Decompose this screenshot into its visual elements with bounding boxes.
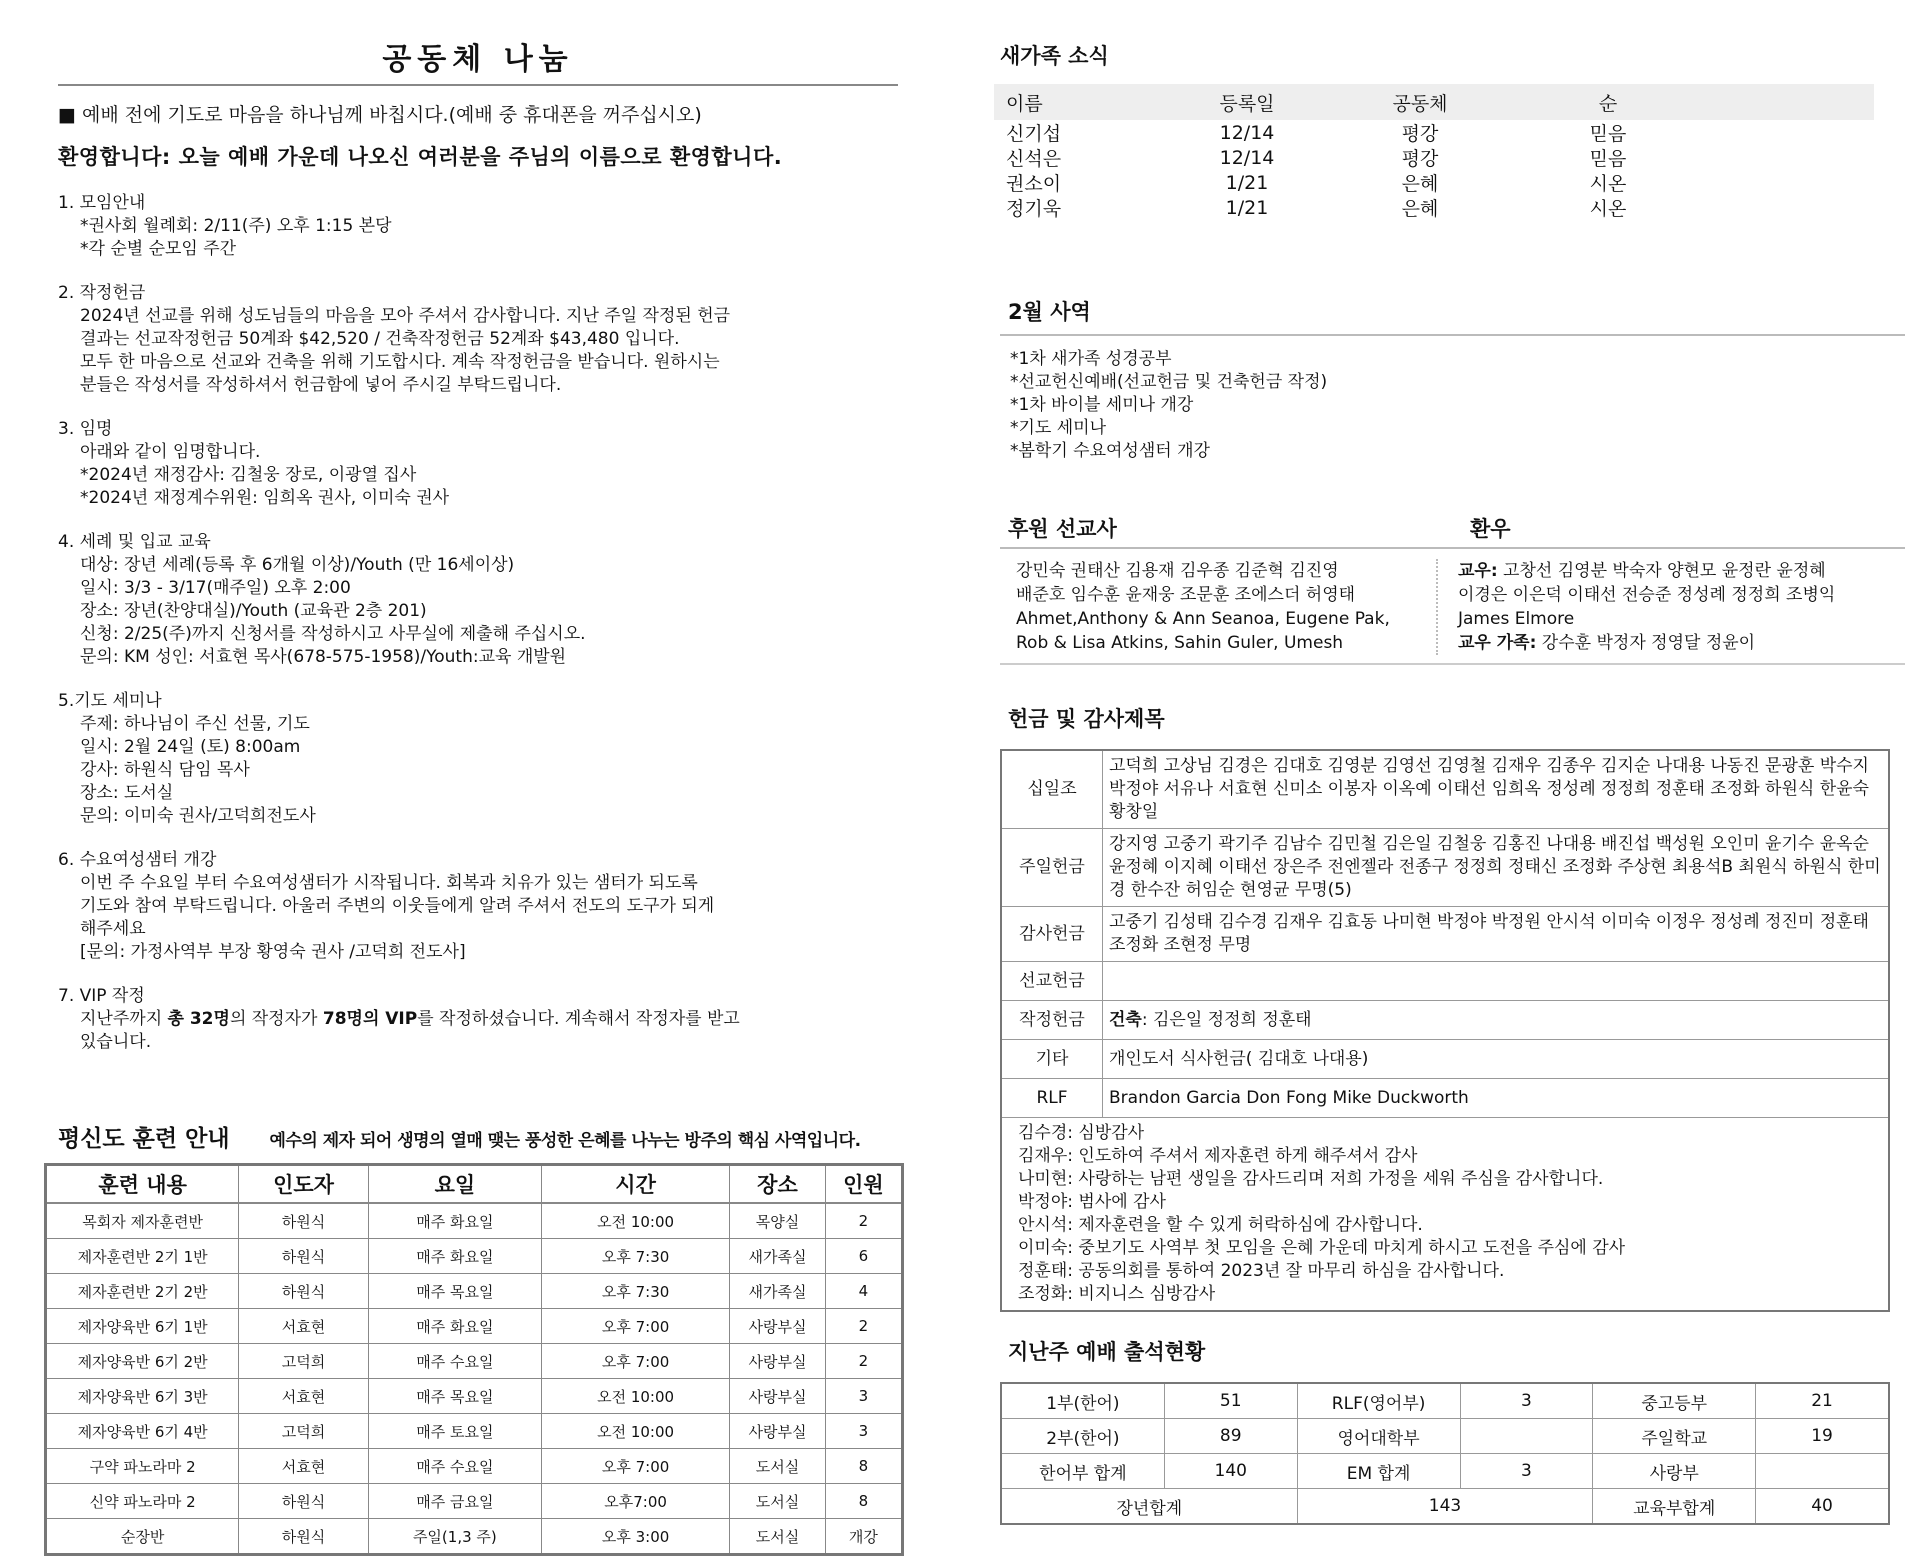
table-cell: 서효현 — [239, 1449, 368, 1484]
offering-names — [1103, 750, 1890, 829]
offering-label: 작정헌금 — [1001, 1001, 1103, 1040]
announcement-title: 3. 임명 — [58, 419, 113, 439]
table-cell: 매주 목요일 — [368, 1274, 541, 1309]
training-desc: 예수의 제자 되어 생명의 열매 맺는 풍성한 은혜를 나누는 방주의 핵심 사역입니다. — [269, 1131, 861, 1151]
table-cell: 매주 화요일 — [368, 1239, 541, 1274]
table-cell: 제자양육반 6기 2반 — [46, 1344, 239, 1379]
table-cell: 하원식 — [239, 1274, 368, 1309]
table-cell: 오전 10:00 — [541, 1414, 729, 1449]
table-cell: 믿음 — [1589, 123, 1627, 145]
list-item: *봄학기 수요여성샘터 개강 — [1010, 441, 1210, 461]
table-cell: 도서실 — [730, 1484, 826, 1519]
table-cell: 시온 — [1589, 198, 1627, 220]
feb-list — [1000, 348, 1905, 463]
table-cell: 고덕희 — [239, 1414, 368, 1449]
announcement-line: 모두 한 마음으로 선교와 건축을 위해 기도합시다. 계속 작정헌금을 받습니다. 원하시는 — [80, 352, 720, 372]
table-cell: 교육부합계 — [1593, 1489, 1756, 1525]
table-row — [46, 1309, 903, 1344]
thanks-item: 조정화: 비지니스 심방감사 — [1018, 1284, 1216, 1304]
table-cell: 매주 수요일 — [368, 1344, 541, 1379]
list-item: Ahmet,Anthony & Ann Seanoa, Eugene Pak, — [1016, 609, 1390, 629]
thanks-item: 정훈태: 공동의회를 통하여 2023년 잘 마무리 하심을 감사합니다. — [1018, 1261, 1505, 1281]
table-cell: 은혜 — [1401, 198, 1439, 220]
offering-names — [1103, 962, 1890, 1001]
table-row — [994, 120, 1874, 145]
sick-line: 교우 가족: 강수훈 박정자 정영달 정윤이 — [1458, 633, 1756, 653]
attendance-table — [1000, 1382, 1890, 1525]
table-cell: 하원식 — [239, 1484, 368, 1519]
list-item: *1차 바이블 세미나 개강 — [1010, 395, 1194, 415]
table-cell: 권소이 — [1006, 173, 1062, 195]
table-cell: 시온 — [1589, 173, 1627, 195]
table-cell: 51 — [1164, 1383, 1297, 1419]
table-cell: 143 — [1297, 1489, 1593, 1525]
table-cell: 매주 화요일 — [368, 1309, 541, 1344]
table-cell: 목회자 제자훈련반 — [46, 1203, 239, 1239]
table-row — [46, 1274, 903, 1309]
table-cell: 사랑부실 — [730, 1379, 826, 1414]
table-cell: 오후 7:00 — [541, 1344, 729, 1379]
announcement-line: 장소: 장년(찬양대실)/Youth (교육관 2층 201) — [80, 601, 427, 621]
table-cell: 도서실 — [730, 1519, 826, 1555]
table-cell: 하원식 — [239, 1519, 368, 1555]
offering-category: 건축 — [1109, 1009, 1142, 1030]
announcement-line: 해주세요 — [80, 919, 146, 939]
page-title: 공동체 나눔 — [58, 34, 898, 86]
training-title: 평신도 훈련 안내 — [58, 1126, 230, 1152]
announcement-line: 분들은 작성서를 작성하셔서 헌금함에 넣어 주시길 부탁드립니다. — [80, 375, 562, 395]
table-cell: 2 — [825, 1203, 902, 1239]
table-cell: 신석은 — [1006, 148, 1062, 170]
announcement-item — [58, 531, 898, 669]
table-cell: 영어대학부 — [1297, 1419, 1460, 1454]
offering-label: 기타 — [1001, 1040, 1103, 1079]
table-cell: 서효현 — [239, 1379, 368, 1414]
announcement-item — [58, 849, 898, 964]
table-row — [994, 195, 1874, 220]
table-cell: 정기욱 — [1006, 198, 1062, 220]
table-cell: 구약 파노라마 2 — [46, 1449, 239, 1484]
column-header: 공동체 — [1392, 92, 1448, 115]
sick-line: James Elmore — [1458, 609, 1575, 629]
table-cell: 2 — [825, 1309, 902, 1344]
table-cell: 오후 7:30 — [541, 1274, 729, 1309]
table-row — [46, 1519, 903, 1555]
table-cell: 매주 목요일 — [368, 1379, 541, 1414]
announcement-vip — [58, 985, 898, 1054]
offering-value: 개인도서 식사헌금( 김대호 나대용) — [1109, 1048, 1369, 1069]
table-row — [46, 1414, 903, 1449]
announcement-line: 주제: 하나님이 주신 선물, 기도 — [80, 714, 310, 734]
table-cell: 사랑부실 — [730, 1309, 826, 1344]
table-cell: 12/14 — [1219, 121, 1275, 144]
table-cell: 제자훈련반 2기 1반 — [46, 1239, 239, 1274]
table-cell: 주일(1,3 주) — [368, 1519, 541, 1555]
table-cell: 매주 수요일 — [368, 1449, 541, 1484]
table-cell: 하원식 — [239, 1239, 368, 1274]
announcement-line: *2024년 재정감사: 김철웅 장로, 이광열 집사 — [80, 465, 417, 485]
announcement-item — [58, 282, 898, 397]
thanks-item: 이미숙: 중보기도 사역부 첫 모임을 은혜 가운데 마치게 하시고 도전을 주심에 감사 — [1018, 1238, 1626, 1258]
table-cell: 3 — [1460, 1454, 1593, 1489]
table-cell: 도서실 — [730, 1449, 826, 1484]
table-row — [46, 1203, 903, 1239]
table-cell: 오전 10:00 — [541, 1203, 729, 1239]
table-cell: 1/21 — [1225, 196, 1269, 219]
table-cell: 2 — [825, 1344, 902, 1379]
announcement-line: 장소: 도서실 — [80, 783, 174, 803]
announcement-item — [58, 690, 898, 828]
offering-names — [1103, 1079, 1890, 1118]
table-row — [1001, 1001, 1889, 1040]
worship-notice: ■ 예배 전에 기도로 마음을 하나님께 바칩시다.(예배 중 휴대폰을 꺼주십시오) — [58, 104, 702, 126]
table-row — [1001, 829, 1889, 907]
thanks-item: 김재우: 인도하여 주셔서 제자훈련 하게 해주셔서 감사 — [1018, 1146, 1418, 1166]
right-column — [1000, 0, 1905, 1525]
table-row — [994, 170, 1874, 195]
announcement-line: 이번 주 수요일 부터 수요여성샘터가 시작됩니다. 회복과 치유가 있는 샘터가 되도록 — [80, 873, 698, 893]
announcement-line: [문의: 가정사역부 부장 황영숙 권사 /고덕희 전도사] — [80, 942, 466, 962]
column-header: 순 — [1598, 92, 1618, 115]
thanks-item: 나미현: 사랑하는 남편 생일을 감사드리며 저희 가정을 세워 주심을 감사합니다. — [1018, 1169, 1604, 1189]
table-cell: 제자양육반 6기 4반 — [46, 1414, 239, 1449]
offering-names — [1103, 907, 1890, 962]
new-family-header — [994, 84, 1874, 120]
announcement-line: 문의: KM 성인: 서효현 목사(678-575-1958)/Youth:교육 개발원 — [80, 647, 567, 667]
new-family-table — [994, 84, 1874, 220]
table-row — [1001, 962, 1889, 1001]
offering-names — [1103, 1040, 1890, 1079]
divider — [1000, 547, 1905, 549]
column-header: 이름 — [1006, 92, 1043, 115]
announcement-line: 대상: 장년 세례(등록 후 6개월 이상)/Youth (만 16세이상) — [80, 555, 515, 575]
table-cell: 19 — [1756, 1419, 1889, 1454]
announcement-line: 강사: 하원식 담임 목사 — [80, 760, 250, 780]
table-cell: 8 — [825, 1484, 902, 1519]
announcement-line: 일시: 3/3 - 3/17(매주일) 오후 2:00 — [80, 578, 351, 598]
sick-list — [1438, 559, 1905, 655]
offering-label: 주일헌금 — [1001, 829, 1103, 907]
table-cell: 40 — [1756, 1489, 1889, 1525]
list-item: Rob & Lisa Atkins, Sahin Guler, Umesh — [1016, 633, 1344, 653]
table-cell: 매주 화요일 — [368, 1203, 541, 1239]
offering-label: RLF — [1001, 1079, 1103, 1118]
sick-title: 환우 — [1470, 517, 1511, 541]
announcement-line: 아래와 같이 임명합니다. — [80, 442, 261, 462]
list-item: 강민숙 권태산 김용재 김우종 김준혁 김진영 — [1016, 561, 1339, 581]
table-cell: 12/14 — [1219, 146, 1275, 169]
list-item: *1차 새가족 성경공부 — [1010, 349, 1172, 369]
table-cell: 순장반 — [46, 1519, 239, 1555]
table-cell: 사랑부 — [1593, 1454, 1756, 1489]
thanks-item: 안시석: 제자훈련을 할 수 있게 허락하심에 감사합니다. — [1018, 1215, 1423, 1235]
table-cell: 신약 파노라마 2 — [46, 1484, 239, 1519]
announcement-line: 기도와 참여 부탁드립니다. 아울러 주변의 이웃들에게 알려 주셔서 전도의 도구가 되게 — [80, 896, 715, 916]
announcement-line: 문의: 이미숙 권사/고덕희전도사 — [80, 806, 316, 826]
table-cell: 서효현 — [239, 1309, 368, 1344]
column-header: 인원 — [825, 1165, 902, 1204]
offering-names — [1103, 1001, 1890, 1040]
table-cell: 매주 토요일 — [368, 1414, 541, 1449]
table-cell: 3 — [1460, 1383, 1593, 1419]
table-cell: 오전 10:00 — [541, 1379, 729, 1414]
thanks-item: 김수경: 심방감사 — [1018, 1123, 1145, 1143]
table-cell: 89 — [1164, 1419, 1297, 1454]
table-cell: 오후7:00 — [541, 1484, 729, 1519]
table-cell: 1부(한어) — [1001, 1383, 1164, 1419]
sick-line: 교우: 고창선 김영분 박숙자 양현모 윤정란 윤정혜 — [1458, 561, 1826, 581]
table-cell: 2부(한어) — [1001, 1419, 1164, 1454]
announcement-line: *2024년 재정계수위원: 임희옥 권사, 이미숙 권사 — [80, 488, 450, 508]
announcement-title: 2. 작정헌금 — [58, 283, 146, 303]
table-cell: 사랑부실 — [730, 1414, 826, 1449]
offering-value: 강지영 고중기 곽기주 김남수 김민철 김은일 김철웅 김홍진 나대용 배진섭 백성원 오인미 윤기수 윤옥순 윤정혜 이지혜 이태선 장은주 전엔젤라 전종구 정정희 정태신 조정화 주상현 최용석B 최원식 하원식 한미경 한수잔 허임순 현영균 무명(5) — [1109, 834, 1881, 900]
table-row — [46, 1239, 903, 1274]
table-cell: EM 합계 — [1297, 1454, 1460, 1489]
training-table — [44, 1163, 904, 1556]
announcement-line: 2024년 선교를 위해 성도님들의 마음을 모아 주셔서 감사합니다. 지난 주일 작정된 헌금 — [80, 306, 731, 326]
table-cell: 새가족실 — [730, 1274, 826, 1309]
announcement-title: 4. 세례 및 입교 교육 — [58, 532, 211, 552]
list-item: *기도 세미나 — [1010, 418, 1107, 438]
vip-title: 7. VIP 작정 — [58, 986, 145, 1006]
announcement-line: *권사회 월례회: 2/11(주) 오후 1:15 본당 — [80, 216, 392, 236]
column-header: 인도자 — [239, 1165, 368, 1204]
thanks-item: 박정야: 범사에 감사 — [1018, 1192, 1166, 1212]
table-cell: 한어부 합계 — [1001, 1454, 1164, 1489]
table-cell: 믿음 — [1589, 148, 1627, 170]
table-row — [46, 1484, 903, 1519]
vip-text: 지난주까지 총 32명의 작정자가 78명의 VIP를 작정하셨습니다. 계속해서 작정자를 받고 — [80, 1009, 740, 1029]
offering-value: 고덕희 고상님 김경은 김대호 김영분 김영선 김영철 김재우 김종우 김지순 나대용 나동진 문광훈 박수지 박정야 서유나 서효현 신미소 이봉자 이옥예 이태선 임희옥 정성례 정정희 정훈태 조정화 하원식 한윤숙 황창일 — [1109, 756, 1869, 822]
announcement-line: 신청: 2/25(주)까지 신청서를 작성하시고 사무실에 제출해 주십시오. — [80, 624, 586, 644]
announcement-title: 6. 수요여성샘터 개강 — [58, 850, 217, 870]
table-row — [46, 1344, 903, 1379]
table-cell: 목양실 — [730, 1203, 826, 1239]
divider — [1000, 334, 1905, 336]
sick-line: 이경은 이은덕 이태선 전승준 정성례 정정희 조병익 — [1458, 585, 1836, 605]
table-row — [994, 145, 1874, 170]
table-cell: 오후 7:00 — [541, 1309, 729, 1344]
column-header: 요일 — [368, 1165, 541, 1204]
table-cell: 1/21 — [1225, 171, 1269, 194]
announcement-item — [58, 192, 898, 261]
table-cell: 140 — [1164, 1454, 1297, 1489]
table-cell: 3 — [825, 1379, 902, 1414]
table-cell: 평강 — [1401, 148, 1439, 170]
announcement-line: 일시: 2월 24일 (토) 8:00am — [80, 737, 301, 757]
missionaries-list — [1000, 559, 1438, 655]
attendance-title: 지난주 예배 출석현황 — [1008, 1340, 1206, 1364]
missions-box — [1000, 559, 1905, 665]
table-row — [46, 1379, 903, 1414]
announcement-line: 결과는 선교작정헌금 50계좌 $42,520 / 건축작정헌금 52계좌 $43,480 입니다. — [80, 329, 680, 349]
table-row — [1001, 1454, 1889, 1489]
table-cell: 8 — [825, 1449, 902, 1484]
table-cell: 사랑부실 — [730, 1344, 826, 1379]
training-header — [58, 1120, 898, 1153]
thanks-list — [1001, 1118, 1889, 1312]
announcement-title: 1. 모임안내 — [58, 193, 146, 213]
welcome-message: 환영합니다: 오늘 예배 가운데 나오신 여러분을 주님의 이름으로 환영합니다. — [58, 145, 783, 169]
table-cell: 6 — [825, 1239, 902, 1274]
table-row — [1001, 1383, 1889, 1419]
table-cell: 신기섭 — [1006, 123, 1062, 145]
table-cell: 은혜 — [1401, 173, 1439, 195]
list-item: *선교헌신예배(선교헌금 및 건축헌금 작정) — [1010, 372, 1328, 392]
table-cell: 제자양육반 6기 1반 — [46, 1309, 239, 1344]
column-header: 등록일 — [1219, 92, 1275, 115]
table-cell: 3 — [825, 1414, 902, 1449]
announcement-title: 5.기도 세미나 — [58, 691, 162, 711]
table-row — [1001, 907, 1889, 962]
offering-label: 선교헌금 — [1001, 962, 1103, 1001]
offering-value: Brandon Garcia Don Fong Mike Duckworth — [1109, 1087, 1469, 1108]
total-row — [1001, 1489, 1889, 1525]
table-cell: RLF(영어부) — [1297, 1383, 1460, 1419]
offering-value: : 김은일 정정희 정훈태 — [1141, 1009, 1312, 1030]
table-cell: 중고등부 — [1593, 1383, 1756, 1419]
table-cell: 주일학교 — [1593, 1419, 1756, 1454]
vip-text-2: 있습니다. — [80, 1032, 152, 1052]
offering-table — [1000, 749, 1890, 1312]
new-family-title: 새가족 소식 — [1000, 44, 1109, 68]
table-cell: 새가족실 — [730, 1239, 826, 1274]
table-cell: 매주 금요일 — [368, 1484, 541, 1519]
table-row — [46, 1449, 903, 1484]
list-item: 배준호 임수훈 윤재웅 조문훈 조에스더 허영태 — [1016, 585, 1356, 605]
table-cell: 하원식 — [239, 1203, 368, 1239]
table-cell: 오후 3:00 — [541, 1519, 729, 1555]
announcement-line: *각 순별 순모임 주간 — [80, 239, 237, 259]
table-cell: 오후 7:30 — [541, 1239, 729, 1274]
table-cell: 개강 — [825, 1519, 902, 1555]
table-cell — [1756, 1454, 1889, 1489]
missionaries-title: 후원 선교사 — [1008, 517, 1117, 541]
column-header: 장소 — [730, 1165, 826, 1204]
table-cell: 평강 — [1401, 123, 1439, 145]
table-cell — [1460, 1419, 1593, 1454]
offering-label: 십일조 — [1001, 750, 1103, 829]
table-row — [1001, 1079, 1889, 1118]
table-cell: 제자양육반 6기 3반 — [46, 1379, 239, 1414]
table-row — [1001, 1419, 1889, 1454]
table-cell: 오후 7:00 — [541, 1449, 729, 1484]
offering-label: 감사헌금 — [1001, 907, 1103, 962]
left-column — [58, 0, 898, 1556]
table-row — [1001, 750, 1889, 829]
table-cell: 4 — [825, 1274, 902, 1309]
feb-title: 2월 사역 — [1008, 300, 1091, 324]
offering-names — [1103, 829, 1890, 907]
offering-title: 헌금 및 감사제목 — [1008, 707, 1165, 731]
table-row — [1001, 1040, 1889, 1079]
table-cell: 제자훈련반 2기 2반 — [46, 1274, 239, 1309]
announcement-list — [58, 192, 898, 964]
column-header: 훈련 내용 — [46, 1165, 239, 1204]
column-header: 시간 — [541, 1165, 729, 1204]
offering-value: 고중기 김성태 김수경 김재우 김효동 나미현 박정야 박정원 안시석 이미숙 이정우 정성례 정진미 정훈태 조정화 조현정 무명 — [1109, 912, 1869, 955]
table-cell: 고덕희 — [239, 1344, 368, 1379]
missions-header — [1000, 513, 1905, 543]
announcement-item — [58, 418, 898, 510]
table-cell: 21 — [1756, 1383, 1889, 1419]
table-cell: 장년합계 — [1001, 1489, 1297, 1525]
